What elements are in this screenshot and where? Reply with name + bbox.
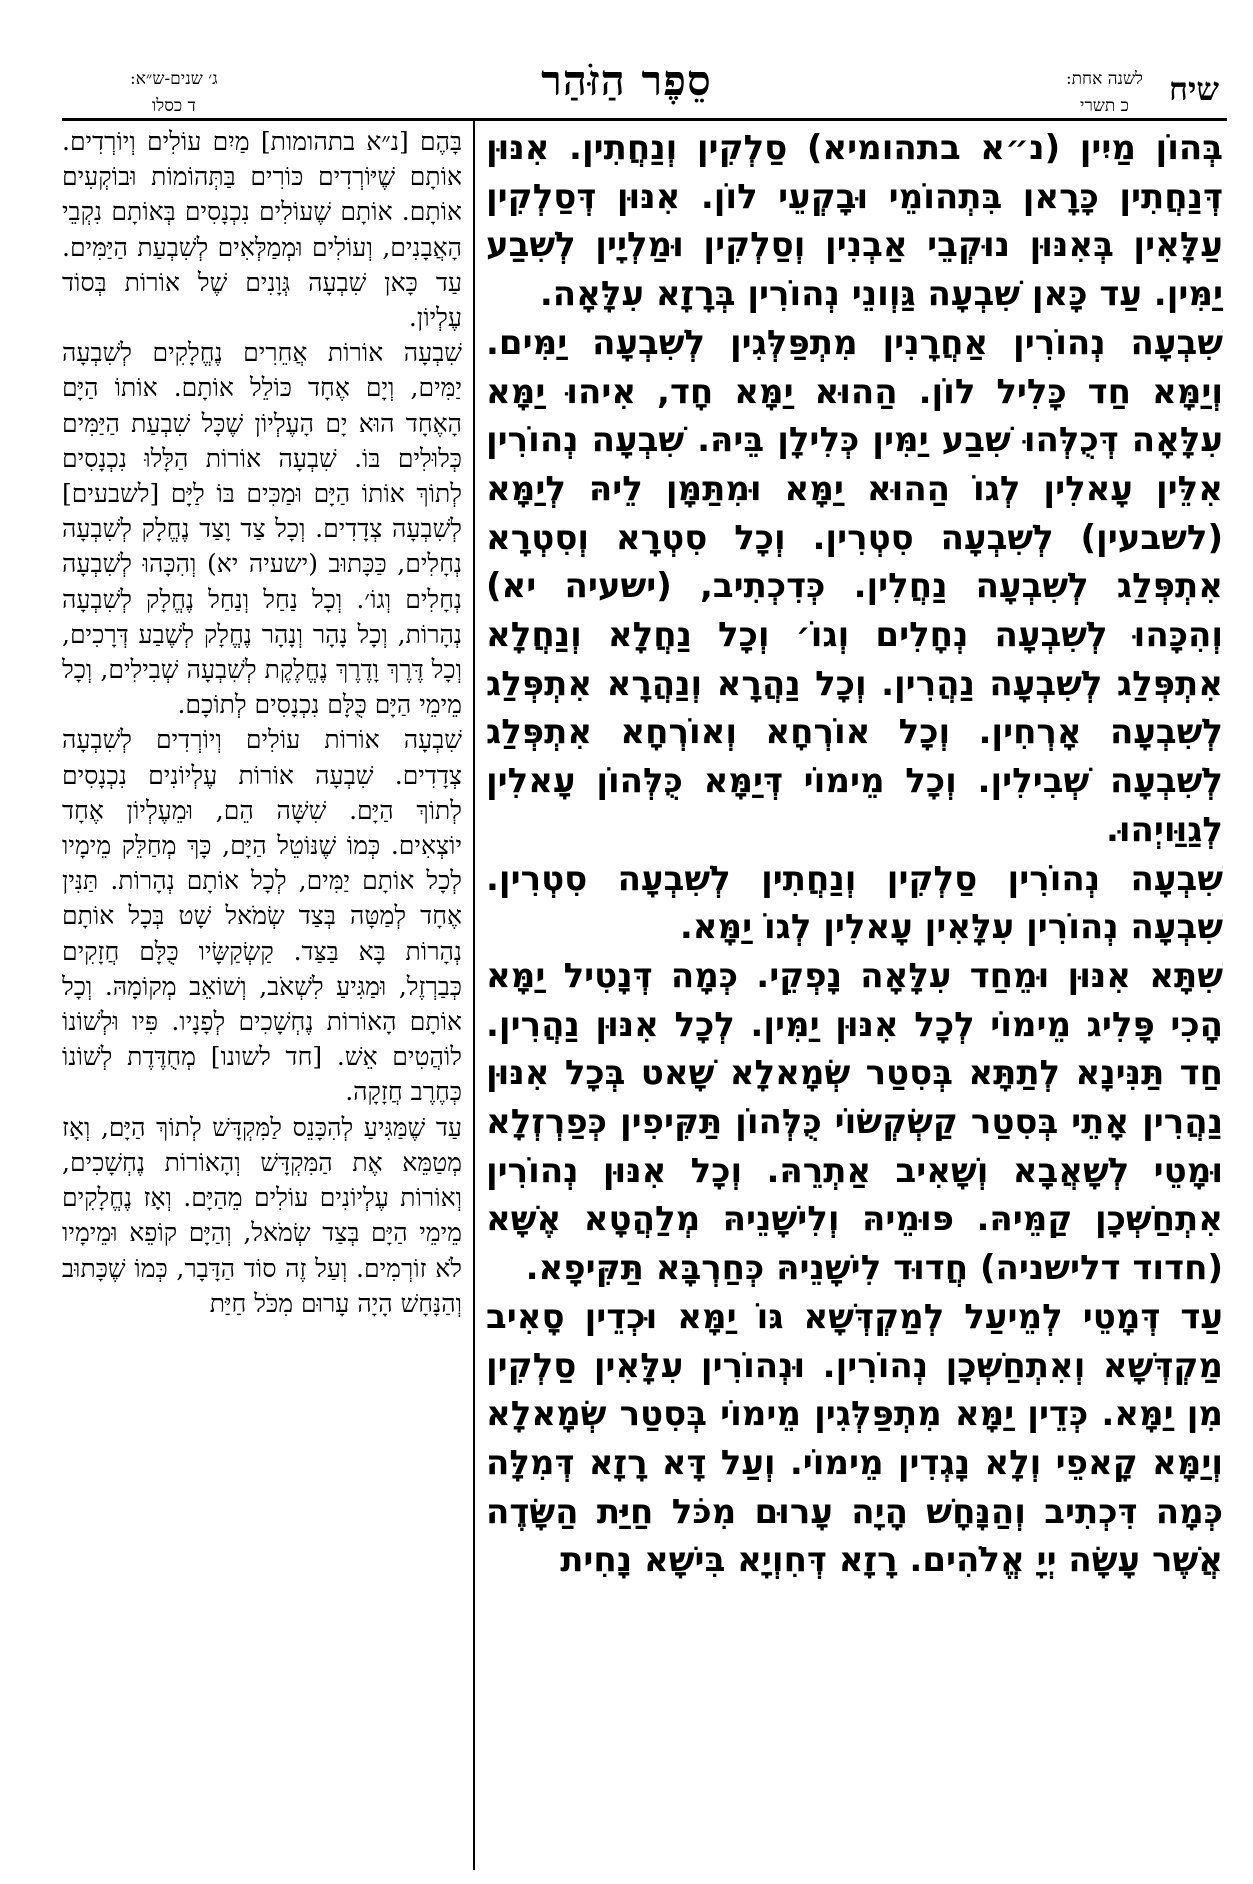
header-divider: [62, 118, 1227, 121]
main-paragraph: שִׁתָּא אִנּוּן וּמֵחַד עִלָּאָה נָפְקֵי. כְּמָה דְּנָטִיל יַמָּא הָכִי פָּלִיג מֵימוֹי לְכָל אִנּוּן יַמִּין. לְכָל אִנּוּן נַהֲרִין. חַד תַּנִּינָא לְתַתָּא בְּסִטַר שְׂמָאלָא שָׁאט בְּכָל אִנּוּן נַהֲרִין אָתֵי בְּסִטַר קַשְׂקְשׂוֹי כֻּלְּהוֹן תַּקִּיפִין כְּפַרְזְלָא וּמָטֵי לְשָׁאֲבָא וְשָׁאִיב אַתְרֵהּ. וְכָל אִנּוּן נְהוֹרִין אִתְחַשְּׁכָן קַמֵּיהּ. פּוּמֵיהּ וְלִישָׁנֵיהּ מְלַהֲטָא אֶשָּׁא (חדוד דלישניה) חֲדוּד לִישָׁנֵיהּ כְּחַרְבָּא תַּקִּיפָא.: [486, 955, 1223, 1289]
translation-paragraph: בָּהֶם [נ״א בתהומות] מַיִם עוֹלִים וְיוֹרְדִים. אוֹתָם שֶׁיּוֹרְדִים כּוֹרִים בַּתְּהוֹמוֹת וּבוֹקְעִים אוֹתָם. אוֹתָם שֶׁעוֹלִים נִכְנָסִים בְּאוֹתָם נִקְבֵי הָאֲבָנִים, וְעוֹלִים וּמְמַלְּאִים לְשִׁבְעַת הַיַּמִּים. עַד כָּאן שִׁבְעָה גְּוָנִים שֶׁל אוֹרוֹת בְּסוֹד עֶלְיוֹן.: [62, 127, 462, 333]
main-paragraph: בְּהוֹן מַיִין (נ״א בתהומיא) סַלְקִין וְנַחֲתִין. אִנּוּן דְּנַחֲתִין כָּרָאן בִּתְהוֹמֵי וּבָקְעֵי לוֹן. אִנּוּן דְּסַלְקִין עַלָּאִין בְּאִנּוּן נוּקְבֵי אַבְנִין וְסַלְקִין וּמַלְיָין לְשִׁבַע יַמִּין. עַד כָּאן שִׁבְעָה גַּוְונֵי נְהוֹרִין בְּרָזָא עִלָּאָה.: [486, 128, 1223, 315]
schedule-label-three-years: ג׳ שנים-ש״א:: [130, 69, 218, 89]
hebrew-translation-column: [62, 124, 462, 1870]
main-paragraph: שִׁבְעָה נְהוֹרִין אַחֲרָנִין מִתְפַּלְּגִין לְשִׁבְעָה יַמִּים. וְיַמָּא חַד כָּלִיל לוֹן. הַהוּא יַמָּא חָד, אִיהוּ יַמָּא עִלָּאָה דְּכֻלְּהוּ שִׁבַע יַמִּין כְּלִילָן בֵּיהּ. שִׁבְעָה נְהוֹרִין אִלֵּין עָאלִין לְגוֹ הַהוּא יַמָּא וּמִתַּמָּן לֵיהּ לְיַמָּא (לשבעין) לְשִׁבְעָה סִטְרִין. וְכָל סִטְרָא וְסִטְרָא אִתְפְּלַג לְשִׁבְעָה נַחֲלִין. כְּדִכְתִיב, (ישעיה יא) וְהִכָּהוּ לְשִׁבְעָה נְחָלִים וְגוֹ׳ וְכָל נַחֲלָא וְנַחֲלָא אִתְפְּלַג לְשִׁבְעָה נַהֲרִין. וְכָל נַהֲרָא וְנַהֲרָא אִתְפְּלַג לְשִׁבְעָה אָרְחִין. וְכָל אוֹרְחָא וְאוֹרְחָא אִתְפְּלַג לְשִׁבְעָה שְׁבִילִין. וְכָל מֵימוֹי דְּיַמָּא כֻּלְּהוֹן עָאלִין לְגַוַּויְהוּ.: [486, 322, 1223, 850]
page-number: שיח: [1169, 70, 1219, 108]
aramaic-text-column: [486, 124, 1223, 1870]
reading-schedule-three-years: [130, 66, 218, 120]
schedule-date-three-years: ד כסלו: [151, 96, 196, 116]
column-divider: [473, 118, 475, 1870]
translation-paragraph: עַד שֶׁמַּגִּיעַ לְהִכָּנֵס לַמִּקְדָּשׁ לְתוֹךְ הַיָּם, וְאָז מְטַמֵּא אֶת הַמִּקְדָּשׁ וְהָאוֹרוֹת נֶחְשָׁכִים, וְאוֹרוֹת עֶלְיוֹנִים עוֹלִים מֵהַיָּם. וְאָז נֶחֱלָקִים מֵימֵי הַיָּם בְּצַד שְׂמֹאל, וְהַיָּם קוֹפֵא וּמֵימָיו לֹא זוֹרְמִים. וְעַל זֶה סוֹד הַדָּבָר, כְּמוֹ שֶׁכָּתוּב וְהַנָּחָשׁ הָיָה עָרוּם מִכֹּל חַיַּת: [62, 1112, 462, 1318]
translation-paragraph: שִׁבְעָה אוֹרוֹת עוֹלִים וְיוֹרְדִים לְשִׁבְעָה צְדָדִים. שִׁבְעָה אוֹרוֹת עֶלְיוֹנִים נִכְנָסִים לְתוֹךְ הַיָּם. שִׁשָּׁה הֵם, וּמֵעֶלְיוֹן אֶחָד יוֹצְאִים. כְּמוֹ שֶׁנּוֹטֵל הַיָּם, כָּךְ מְחַלֵּק מֵימָיו לְכָל אוֹתָם יַמִּים, לְכָל אוֹתָם נְהָרוֹת. תַּנִּין אֶחָד לְמַטָּה בְּצַד שְׂמֹאל שָׁט בְּכָל אוֹתָם נְהָרוֹת בָּא בַּצַּד. קַשְׂקַשָּׂיו כֻּלָּם חֲזָקִים כְּבַרְזֶל, וּמַגִּיעַ לִשְׁאֹב, וְשׁוֹאֵב מְקוֹמָהּ. וְכָל אוֹתָם הָאוֹרוֹת נֶחְשָׁכִים לְפָנָיו. פִּיו וּלְשׁוֹנוֹ לוֹהֲטִים אֵשׁ. [חד לשונו] מְחֻדֶּדֶת לְשׁוֹנוֹ כְּחֶרֶב חֲזָקָה.: [62, 725, 462, 1107]
book-title: סֵפֶר הַזֹּהַר: [541, 56, 712, 105]
schedule-date-one-year: כ תשרי: [1080, 96, 1129, 116]
translation-paragraph: שִׁבְעָה אוֹרוֹת אֲחֵרִים נֶחֱלָקִים לְשִׁבְעָה יַמִּים, וְיָם אֶחָד כּוֹלֵל אוֹתָם. אוֹתוֹ הַיָּם הָאֶחָד הוּא יָם הָעֶלְיוֹן שֶׁכָּל שִׁבְעַת הַיַּמִּים כְּלוּלִים בּוֹ. שִׁבְעָה אוֹרוֹת הַלָּלוּ נִכְנָסִים לְתוֹךְ אוֹתוֹ הַיָּם וּמַכִּים בּוֹ לַיָּם [לשבעים] לְשִׁבְעָה צְדָדִים. וְכָל צַד וָצַד נֶחֱלָק לְשִׁבְעָה נְחָלִים, כַּכָּתוּב (ישעיה יא) וְהִכָּהוּ לְשִׁבְעָה נְחָלִים וְגוֹ׳. וְכָל נַחַל וְנַחַל נֶחֱלָק לְשִׁבְעָה נְהָרוֹת, וְכָל נָהָר וְנָהָר נֶחֱלָק לְשֶׁבַע דְּרָכִים, וְכָל דֶּרֶךְ וָדֶרֶךְ נֶחֱלֶקֶת לְשִׁבְעָה שְׁבִילִים, וְכָל מֵימֵי הַיָּם כֻּלָּם נִכְנָסִים לְתוֹכָם.: [62, 338, 462, 720]
schedule-label-one-year: לשנה אחת:: [1065, 69, 1143, 89]
main-paragraph: שִׁבְעָה נְהוֹרִין סַלְקִין וְנַחֲתִין לְשִׁבְעָה סִטְרִין. שִׁבְעָה נְהוֹרִין עִלָּאִין עָאלִין לְגוֹ יַמָּא.: [486, 858, 1223, 948]
main-paragraph: עַד דְּמָטֵי לְמֵיעַל לְמַקְדְּשָׁא גּוֹ יַמָּא וּכְדֵין סָאִיב מַקְדְּשָׁא וְאִתְחַשְּׁכָן נְהוֹרִין. וּנְהוֹרִין עִלָּאִין סַלְקִין מִן יַמָּא. כְּדֵין יַמָּא מִתְפַּלְּגִין מֵימוֹי בְּסִטַר שְׂמָאלָא וְיַמָּא קָאפֵי וְלָא נָגְדִין מֵימוֹי. וְעַל דָּא רָזָא דְּמִלָּה כְּמָה דִּכְתִיב וְהַנָּחָשׁ הָיָה עָרוּם מִכֹּל חַיַּת הַשָּׂדֶה אֲשֶׁר עָשָׂה יְיָ אֱלֹהִים. רָזָא דְּחִוְיָא בִּישָׁא נָחִית: [486, 1296, 1223, 1581]
